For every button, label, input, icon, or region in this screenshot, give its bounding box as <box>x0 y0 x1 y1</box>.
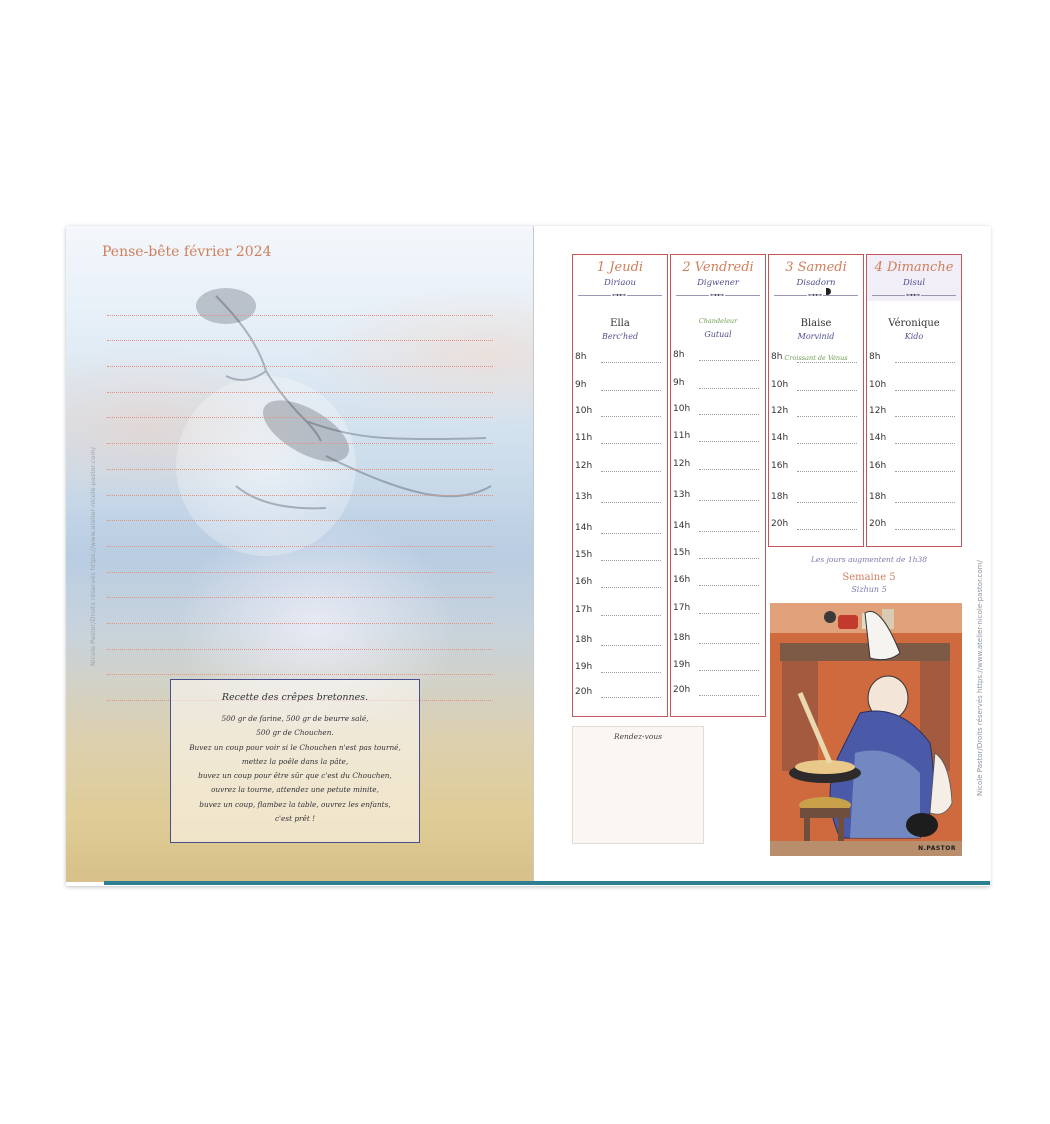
hour-label: 17h <box>673 603 691 613</box>
day-title: 1 Jeudi <box>596 260 644 275</box>
hour-label: 15h <box>673 548 691 558</box>
hour-label: 16h <box>771 461 789 471</box>
hour-label: 18h <box>575 635 593 645</box>
day-breton: Digwener <box>697 278 739 288</box>
hour-label: 14h <box>575 523 593 533</box>
ornament-divider: ⊶⊷ <box>774 292 858 298</box>
hour-label: 12h <box>771 406 789 416</box>
day-breton: Disadorn <box>796 278 836 288</box>
hour-slot[interactable] <box>673 685 759 699</box>
day-header <box>769 255 863 301</box>
memo-line[interactable] <box>107 624 493 650</box>
daylight-note: Les jours augmentent de 1h38 <box>810 555 928 564</box>
hour-slot[interactable] <box>771 406 857 420</box>
recipe-line: Buvez un coup pour voir si le Chouchen n'est pas tourné, <box>189 742 401 752</box>
memo-line[interactable] <box>107 547 493 573</box>
recipe-line: mettez la poêle dans la pâte, <box>241 756 349 766</box>
saint-breton: Kido <box>904 332 924 341</box>
hour-label: 14h <box>771 433 789 443</box>
hour-label: 16h <box>575 577 593 587</box>
hour-label: 10h <box>673 404 691 414</box>
hour-slot[interactable] <box>575 461 661 475</box>
hour-slot[interactable] <box>575 523 661 537</box>
hour-slot[interactable] <box>869 406 955 420</box>
hour-label: 10h <box>575 406 593 416</box>
memo-line[interactable] <box>107 470 493 496</box>
hour-slot[interactable] <box>673 350 759 364</box>
memo-line[interactable] <box>107 573 493 599</box>
hour-label: 9h <box>673 378 685 388</box>
memo-line[interactable] <box>107 367 493 393</box>
recipe-line: buvez un coup pour être sûr que c'est du Chouchen, <box>198 771 392 781</box>
hour-label: 16h <box>673 575 691 585</box>
hour-slot[interactable] <box>869 380 955 394</box>
hour-slot[interactable] <box>575 433 661 447</box>
day-title: 4 Dimanche <box>874 260 954 275</box>
day-header <box>573 255 667 301</box>
hour-label: 8h <box>575 352 587 362</box>
saint-breton: Berc'hed <box>601 332 639 341</box>
hour-slot[interactable] <box>869 352 955 366</box>
hour-slot[interactable] <box>673 548 759 562</box>
ornament-divider: ⊶⊷ <box>872 292 956 298</box>
memo-line[interactable] <box>107 341 493 367</box>
saint-breton: Morvinid <box>797 332 835 341</box>
memo-lines <box>107 290 493 701</box>
hour-label: 12h <box>673 459 691 469</box>
day-column-thursday <box>572 254 668 717</box>
day-header <box>671 255 765 301</box>
hour-slot[interactable] <box>673 378 759 392</box>
hour-slot[interactable] <box>869 492 955 506</box>
hour-label: 8h <box>673 350 685 360</box>
page-title: Pense-bête février 2024 <box>102 244 272 260</box>
hour-label: 13h <box>575 492 593 502</box>
memo-line[interactable] <box>107 650 493 676</box>
hour-label: 12h <box>575 461 593 471</box>
hour-label: 18h <box>771 492 789 502</box>
hour-label: 20h <box>869 519 887 529</box>
day-column-friday <box>670 254 766 717</box>
hour-label: 14h <box>673 521 691 531</box>
day-title: 2 Vendredi <box>682 260 754 275</box>
hour-label: 18h <box>673 633 691 643</box>
hour-label: 20h <box>771 519 789 529</box>
saint-name: Ella <box>610 318 630 329</box>
recipe-line: ouvrez la tourne, attendez une petute minite, <box>211 785 379 795</box>
day-breton: Disul <box>902 278 926 288</box>
recipe-line: buvez un coup, flambez la table, ouvrez les enfants, <box>199 799 391 809</box>
memo-line[interactable] <box>107 496 493 522</box>
hour-slot[interactable] <box>869 461 955 475</box>
agenda-spread <box>66 226 990 886</box>
artist-signature: N.PASTOR <box>918 845 956 852</box>
hour-label: 13h <box>673 490 691 500</box>
copyright-credit: Nicole Pastor/Droits réservés https://www.atelier-nicole-pastor.com/ <box>89 446 97 666</box>
memo-line[interactable] <box>107 393 493 419</box>
hour-label: 15h <box>575 550 593 560</box>
hour-label: 11h <box>575 433 593 443</box>
hour-slot[interactable] <box>673 633 759 647</box>
memo-line[interactable] <box>107 290 493 316</box>
hour-label: 8h <box>771 352 783 362</box>
hour-label: 20h <box>673 685 691 695</box>
week-number-breton: Sizhun 5 <box>851 585 887 594</box>
memo-line[interactable] <box>107 418 493 444</box>
hour-slot[interactable] <box>575 687 661 701</box>
day-header <box>867 255 961 301</box>
hour-slot[interactable] <box>673 431 759 445</box>
hour-slot[interactable] <box>575 406 661 420</box>
hour-slot[interactable] <box>673 660 759 674</box>
hour-slot[interactable] <box>771 380 857 394</box>
recipe-box <box>170 679 420 843</box>
week-number: Semaine 5 <box>842 572 896 583</box>
recipe-line: 500 gr de farine, 500 gr de beurre salé, <box>221 714 369 723</box>
saint-breton: Gutual <box>704 330 732 339</box>
ornament-divider: ⊶⊷ <box>676 292 760 298</box>
astronomy-note: Croissant de Vénus <box>784 354 848 362</box>
day-breton: Diriaou <box>604 278 636 288</box>
illustration-drawing <box>770 603 962 856</box>
hour-label: 9h <box>575 380 587 390</box>
hour-label: 14h <box>869 433 887 443</box>
hour-slot[interactable] <box>575 352 661 366</box>
rendezvous-label: Rendez-vous <box>613 732 663 741</box>
memo-line[interactable] <box>107 598 493 624</box>
rendezvous-box[interactable] <box>572 726 704 844</box>
memo-line[interactable] <box>107 521 493 547</box>
hour-label: 10h <box>771 380 789 390</box>
hour-label: 12h <box>869 406 887 416</box>
cover-edge <box>104 881 990 885</box>
recipe-line: c'est prêt ! <box>274 814 316 824</box>
memo-line[interactable] <box>107 316 493 342</box>
hour-slot[interactable] <box>575 492 661 506</box>
day-title: 3 Samedi <box>785 260 847 275</box>
hour-slot[interactable] <box>575 577 661 591</box>
hour-slot[interactable] <box>575 635 661 649</box>
day-column-sunday <box>866 254 962 547</box>
week-page <box>533 226 991 882</box>
day-column-saturday <box>768 254 864 547</box>
hour-slot[interactable] <box>673 459 759 473</box>
hour-label: 17h <box>575 605 593 615</box>
hour-label: 19h <box>575 662 593 672</box>
hour-label: 11h <box>673 431 691 441</box>
hour-slot[interactable] <box>771 461 857 475</box>
week-info <box>770 554 968 596</box>
ornament-divider: ⊶⊷ <box>578 292 662 298</box>
hour-slot[interactable] <box>575 550 661 564</box>
hour-label: 20h <box>575 687 593 697</box>
hour-slot[interactable] <box>771 352 857 366</box>
hour-label: 18h <box>869 492 887 502</box>
crepe-maker-illustration <box>770 603 962 856</box>
hour-label: 10h <box>869 380 887 390</box>
hour-label: 8h <box>869 352 881 362</box>
hour-slot[interactable] <box>771 433 857 447</box>
hour-slot[interactable] <box>673 404 759 418</box>
hour-slot[interactable] <box>673 603 759 617</box>
hour-label: 16h <box>869 461 887 471</box>
hour-slot[interactable] <box>575 380 661 394</box>
memo-page <box>66 226 533 882</box>
hour-slot[interactable] <box>869 433 955 447</box>
hour-slot[interactable] <box>771 492 857 506</box>
hour-slot[interactable] <box>673 490 759 504</box>
recipe-line: 500 gr de Chouchen. <box>256 728 334 738</box>
copyright-credit: Nicole Pastor/Droits réservés https://www.atelier-nicole-pastor.com/ <box>976 560 984 796</box>
hour-slot[interactable] <box>771 519 857 533</box>
hour-slot[interactable] <box>575 605 661 619</box>
hour-slot[interactable] <box>869 519 955 533</box>
saint-name: Véronique <box>888 318 940 329</box>
memo-line[interactable] <box>107 444 493 470</box>
holiday-note: Chandeleur <box>698 317 738 325</box>
hour-slot[interactable] <box>673 521 759 535</box>
saint-name: Blaise <box>800 318 832 329</box>
hour-slot[interactable] <box>673 575 759 589</box>
hour-label: 19h <box>673 660 691 670</box>
recipe-title: Recette des crêpes bretonnes. <box>221 692 369 703</box>
hour-slot[interactable] <box>575 662 661 676</box>
